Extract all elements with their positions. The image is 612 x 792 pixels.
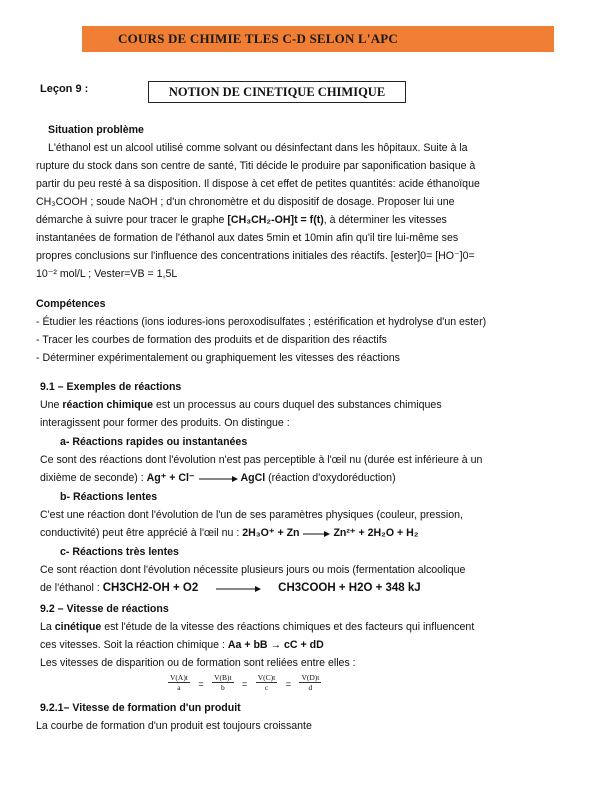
subsection-c-body <box>40 561 465 597</box>
competence-item: - Étudier les réactions (ions iodures-ions peroxodisulfates ; estérification et hydrolyse d'un ester) <box>36 316 487 328</box>
fraction-numerator: V(B)t <box>214 673 232 682</box>
b-eq-left: 2H₃O⁺ + Zn <box>242 527 300 539</box>
lesson-title: NOTION DE CINETIQUE CHIMIQUE <box>168 85 386 99</box>
rate-fraction <box>212 673 234 692</box>
s92-line: Les vitesses de disparition ou de formation sont reliées entre elles : <box>40 657 356 669</box>
fraction-denominator: d <box>308 683 313 692</box>
s91-text: est un processus au cours duquel des substances chimiques <box>153 399 442 411</box>
section-9-2-1-heading: 9.2.1– Vitesse de formation d'un produit <box>40 702 241 714</box>
rate-relation <box>168 673 321 692</box>
competence-item: - Tracer les courbes de formation des produits et de disparition des réactifs <box>36 334 387 346</box>
fraction-denominator: c <box>264 683 269 692</box>
s91-text: Une <box>40 399 63 411</box>
subsection-a-title: a- Réactions rapides ou instantanées <box>60 436 248 448</box>
subsection-c-title: c- Réactions très lentes <box>60 546 179 558</box>
fraction-numerator: V(C)t <box>257 673 276 682</box>
reaction-arrow-icon <box>302 529 330 537</box>
situation-line: CH₃COOH ; soude NaOH ; d'un chronomètre et du dispositif de dosage. Proposer lui une <box>36 196 455 208</box>
a-line: Ce sont des réactions dont l'évolution n'est pas perceptible à l'œil nu (durée est inférieure à un <box>40 454 483 466</box>
c-line <box>40 579 465 597</box>
situation-line: L'éthanol est un alcool utilisé comme solvant ou désinfectant dans les hôpitaux. Suite à la <box>48 142 468 154</box>
c-eq-left: CH3CH2-OH + O2 <box>102 582 199 594</box>
a-eq-right: AgCl <box>240 472 266 484</box>
general-reaction: Aa + bB → cC + dD <box>227 639 324 651</box>
s92-text: ces vitesses. Soit la réaction chimique : <box>40 639 228 651</box>
s92-text: est l'étude de la vitesse des réactions chimiques et des facteurs qui influencent <box>101 621 475 633</box>
c-eq-right: CH3COOH + H2O + 348 kJ <box>278 582 421 594</box>
a-line <box>40 469 482 487</box>
c-text: de l'éthanol : <box>40 582 103 594</box>
competence-item: - Déterminer expérimentalement ou graphiquement les vitesses des réactions <box>36 352 400 364</box>
fraction-numerator: V(A)t <box>170 673 188 682</box>
reaction-arrow-icon <box>198 474 238 482</box>
fraction-denominator: b <box>220 683 225 692</box>
banner-title: COURS DE CHIMIE TLES C-D SELON L'APC <box>118 31 399 46</box>
s91-intro <box>40 396 442 414</box>
c-line: Ce sont réaction dont l'évolution nécessite plusieurs jours ou mois (fermentation alcoolique <box>40 564 466 576</box>
b-line <box>40 524 463 542</box>
rate-fraction <box>256 673 278 692</box>
section-9-2-body <box>40 618 474 672</box>
subsection-a-body <box>40 451 482 487</box>
competences-heading: Compétences <box>36 298 106 310</box>
fraction-denominator: a <box>177 683 181 692</box>
situation-heading: Situation problème <box>48 124 144 136</box>
equals-sign: = <box>285 678 291 689</box>
rate-fraction <box>168 673 190 692</box>
b-line: C'est une réaction dont l'évolution de l'un de ses paramètres physiques (couleur, pression, <box>40 509 463 521</box>
reaction-arrow-icon <box>215 584 261 592</box>
situation-line: instantanées de formation de l'éthanol aux dates 5min et 10min afin qu'il tire lui-même ses <box>36 232 459 244</box>
lesson-label: Leçon 9 : <box>40 83 89 95</box>
b-text: conductivité) peut être apprécié à l'œil nu : <box>40 527 243 539</box>
section-9-1-body <box>40 396 442 432</box>
situation-text: démarche à suivre pour tracer le graphe <box>36 214 228 226</box>
rate-fraction <box>299 673 321 692</box>
s92-line <box>40 618 474 636</box>
graph-expression: [CH₃CH₂-OH]t = f(t) <box>227 214 324 226</box>
situation-line: propres conclusions sur l'influence des concentrations initiales des réactifs. [ester]0= [HO⁻]0= <box>36 250 475 262</box>
lesson-title-box <box>148 81 406 103</box>
situation-paragraph <box>36 139 576 283</box>
competences-list <box>36 313 486 367</box>
situation-line: 10⁻² mol/L ; Vester=VB = 1,5L <box>36 268 178 280</box>
a-eq-note: (réaction d'oxydoréduction) <box>265 472 396 484</box>
s92-text: La <box>40 621 55 633</box>
equals-sign: = <box>242 678 248 689</box>
subsection-b-title: b- Réactions lentes <box>60 491 158 503</box>
situation-line: partir du peu resté à sa disposition. Il dispose à cet effet de petites quantités: acide éthanoïque <box>36 178 480 190</box>
s92-term: cinétique <box>54 621 102 633</box>
section-9-1-heading: 9.1 – Exemples de réactions <box>40 381 182 393</box>
s91-term: réaction chimique <box>62 399 154 411</box>
equals-sign: = <box>198 678 204 689</box>
situation-text: , à déterminer les vitesses <box>323 214 447 226</box>
a-eq-left: Ag⁺ + Cl⁻ <box>146 472 195 484</box>
section-9-2-heading: 9.2 – Vitesse de réactions <box>40 603 169 615</box>
subsection-b-body <box>40 506 463 542</box>
s921-line: La courbe de formation d'un produit est toujours croissante <box>36 720 312 732</box>
situation-line <box>36 211 576 229</box>
s91-intro2: interagissent pour former des produits. On distingue : <box>40 417 290 429</box>
a-text: dixième de seconde) : <box>40 472 147 484</box>
header-banner <box>82 26 554 52</box>
fraction-numerator: V(D)t <box>301 673 320 682</box>
s92-line <box>40 636 474 654</box>
b-eq-right: Zn²⁺ + 2H₂O + H₂ <box>333 527 419 539</box>
situation-line: rupture du stock dans son centre de santé, Titi décide le produire par saponification basique à <box>36 160 476 172</box>
